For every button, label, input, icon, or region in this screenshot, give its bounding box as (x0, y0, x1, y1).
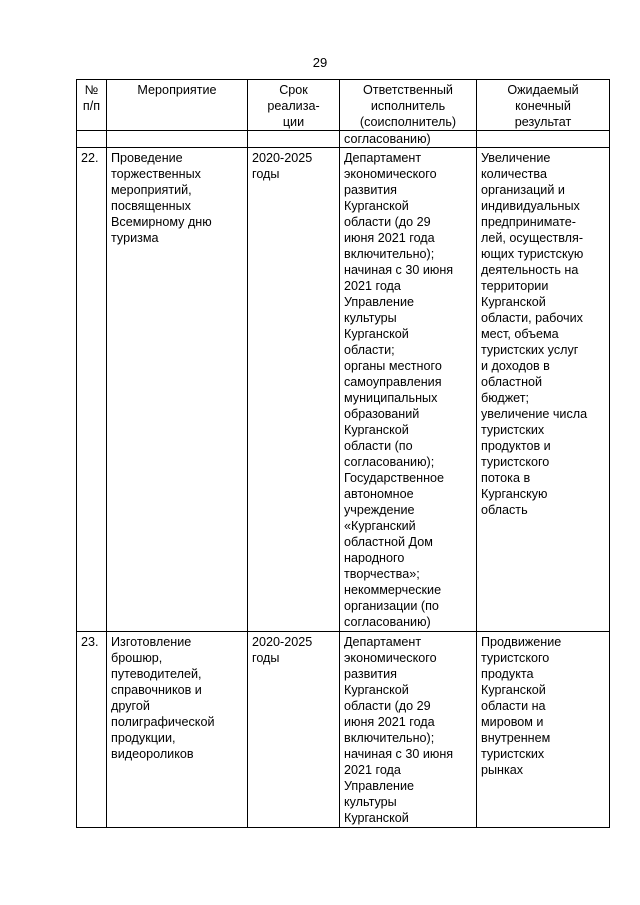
cell-line: территории (481, 279, 549, 293)
cell-line: «Курганский (344, 519, 416, 533)
cell-line: (соисполнитель) (359, 115, 457, 129)
cell-line: экономического (344, 651, 437, 665)
cell-line: организаций и (481, 183, 565, 197)
table-row (77, 632, 610, 828)
cell-line: начиная с 30 июня (344, 747, 454, 761)
cell-line: деятельность на (481, 263, 579, 277)
cell-line: туристского (481, 651, 550, 665)
cell-line: ющих туристскую (481, 247, 584, 261)
cell-line: справочников и (111, 683, 202, 697)
continuation-event (107, 131, 248, 148)
cell-line: начиная с 30 июня (344, 263, 454, 277)
cell-line: согласованию); (344, 455, 435, 469)
table-row (77, 148, 610, 632)
row-event (107, 632, 248, 828)
header-result (477, 80, 610, 131)
cell-line: мероприятий, (111, 183, 192, 197)
cell-line: Срок (279, 83, 308, 97)
row-event (107, 148, 248, 632)
cell-line: путеводителей, (111, 667, 202, 681)
cell-line: области (до 29 (344, 699, 431, 713)
row-term (248, 148, 340, 632)
cell-line: туристского (481, 455, 550, 469)
cell-line: Курганскую (481, 487, 548, 501)
row-number: 23. (77, 632, 107, 828)
cell-line: брошюр, (111, 651, 163, 665)
cell-line: самоуправления (344, 375, 442, 389)
cell-line: муниципальных (344, 391, 438, 405)
cell-line: Департамент (344, 151, 422, 165)
cell-line: Продвижение (481, 635, 562, 649)
cell-line: культуры (344, 795, 397, 809)
cell-line: бюджет; (481, 391, 530, 405)
cell-line: исполнитель (370, 99, 446, 113)
cell-line: Управление (344, 779, 415, 793)
cell-line: культуры (344, 311, 397, 325)
continuation-result (477, 131, 610, 148)
cell-line: образований (344, 407, 420, 421)
cell-line: согласованию) (344, 132, 431, 146)
cell-line: п/п (82, 99, 101, 113)
cell-line: областной Дом (344, 535, 433, 549)
cell-line: Курганской (481, 683, 546, 697)
cell-line: Ответственный (363, 83, 453, 97)
cell-line: экономического (344, 167, 437, 181)
cell-line: результат (514, 115, 572, 129)
cell-line: лей, осуществля- (481, 231, 584, 245)
cell-line: Управление (344, 295, 415, 309)
row-term (248, 632, 340, 828)
cell-line: другой (111, 699, 150, 713)
header-number (77, 80, 107, 131)
cell-line: некоммерческие (344, 583, 442, 597)
cell-line: Курганской (344, 683, 409, 697)
cell-line: продукции, (111, 731, 176, 745)
cell-line: годы (252, 651, 280, 665)
cell-line: области, рабочих (481, 311, 583, 325)
cell-line: согласованию) (344, 615, 431, 629)
cell-line: Увеличение (481, 151, 551, 165)
cell-line: реализа- (267, 99, 320, 113)
cell-line: количества (481, 167, 547, 181)
cell-line: развития (344, 667, 397, 681)
cell-line: предпринимате- (481, 215, 576, 229)
cell-line: туристских (481, 747, 545, 761)
table-header-row (77, 80, 610, 131)
cell-line: продуктов и (481, 439, 551, 453)
cell-line: областной (481, 375, 543, 389)
row-responsible (340, 148, 477, 632)
cell-line: туристских услуг (481, 343, 579, 357)
header-responsible (340, 80, 477, 131)
cell-line: Изготовление (111, 635, 192, 649)
cell-line: туризма (111, 231, 159, 245)
continuation-number (77, 131, 107, 148)
cell-line: № (84, 83, 99, 97)
cell-line: рынках (481, 763, 524, 777)
cell-line: области (до 29 (344, 215, 431, 229)
row-number: 22. (77, 148, 107, 632)
cell-line: мест, объема (481, 327, 559, 341)
cell-line: развития (344, 183, 397, 197)
cell-line: учреждение (344, 503, 415, 517)
cell-line: и доходов в (481, 359, 550, 373)
cell-line: автономное (344, 487, 414, 501)
cell-line: Государственное (344, 471, 445, 485)
cell-line: туристских (481, 423, 545, 437)
cell-line: Курганской (344, 423, 409, 437)
row-result (477, 148, 610, 632)
page-number: 29 (312, 55, 328, 70)
cell-line: творчества»; (344, 567, 420, 581)
continuation-responsible (340, 131, 477, 148)
cell-line: организации (по (344, 599, 439, 613)
cell-line: Проведение (111, 151, 183, 165)
cell-line: Департамент (344, 635, 422, 649)
row-result (477, 632, 610, 828)
cell-line: полиграфической (111, 715, 215, 729)
header-term (248, 80, 340, 131)
cell-line: область (481, 503, 528, 517)
cell-line: Курганской (481, 295, 546, 309)
header-event (107, 80, 248, 131)
cell-line: июня 2021 года (344, 231, 435, 245)
cell-line: 2021 года (344, 279, 401, 293)
cell-line: видеороликов (111, 747, 194, 761)
cell-line: ции (282, 115, 305, 129)
cell-line: индивидуальных (481, 199, 580, 213)
cell-line: годы (252, 167, 280, 181)
cell-line: Всемирному дню (111, 215, 212, 229)
cell-line: Мероприятие (137, 83, 217, 97)
events-table (76, 79, 610, 828)
cell-line: потока в (481, 471, 531, 485)
cell-line: внутреннем (481, 731, 551, 745)
row-responsible (340, 632, 477, 828)
cell-line: органы местного (344, 359, 442, 373)
cell-line: Курганской (344, 811, 409, 825)
cell-line: июня 2021 года (344, 715, 435, 729)
cell-line: продукта (481, 667, 534, 681)
cell-line: конечный (515, 99, 571, 113)
cell-line: посвященных (111, 199, 191, 213)
cell-line: торжественных (111, 167, 201, 181)
cell-line: народного (344, 551, 405, 565)
cell-line: включительно); (344, 247, 435, 261)
cell-line: области; (344, 343, 395, 357)
cell-line: области на (481, 699, 546, 713)
cell-line: включительно); (344, 731, 435, 745)
cell-line: области (по (344, 439, 413, 453)
cell-line: Курганской (344, 327, 409, 341)
cell-line: мировом и (481, 715, 544, 729)
cell-line: 2021 года (344, 763, 401, 777)
cell-line: 2020-2025 (252, 151, 313, 165)
cell-line: 2020-2025 (252, 635, 313, 649)
continuation-row (77, 131, 610, 148)
cell-line: Ожидаемый (507, 83, 579, 97)
continuation-term (248, 131, 340, 148)
cell-line: Курганской (344, 199, 409, 213)
cell-line: увеличение числа (481, 407, 588, 421)
